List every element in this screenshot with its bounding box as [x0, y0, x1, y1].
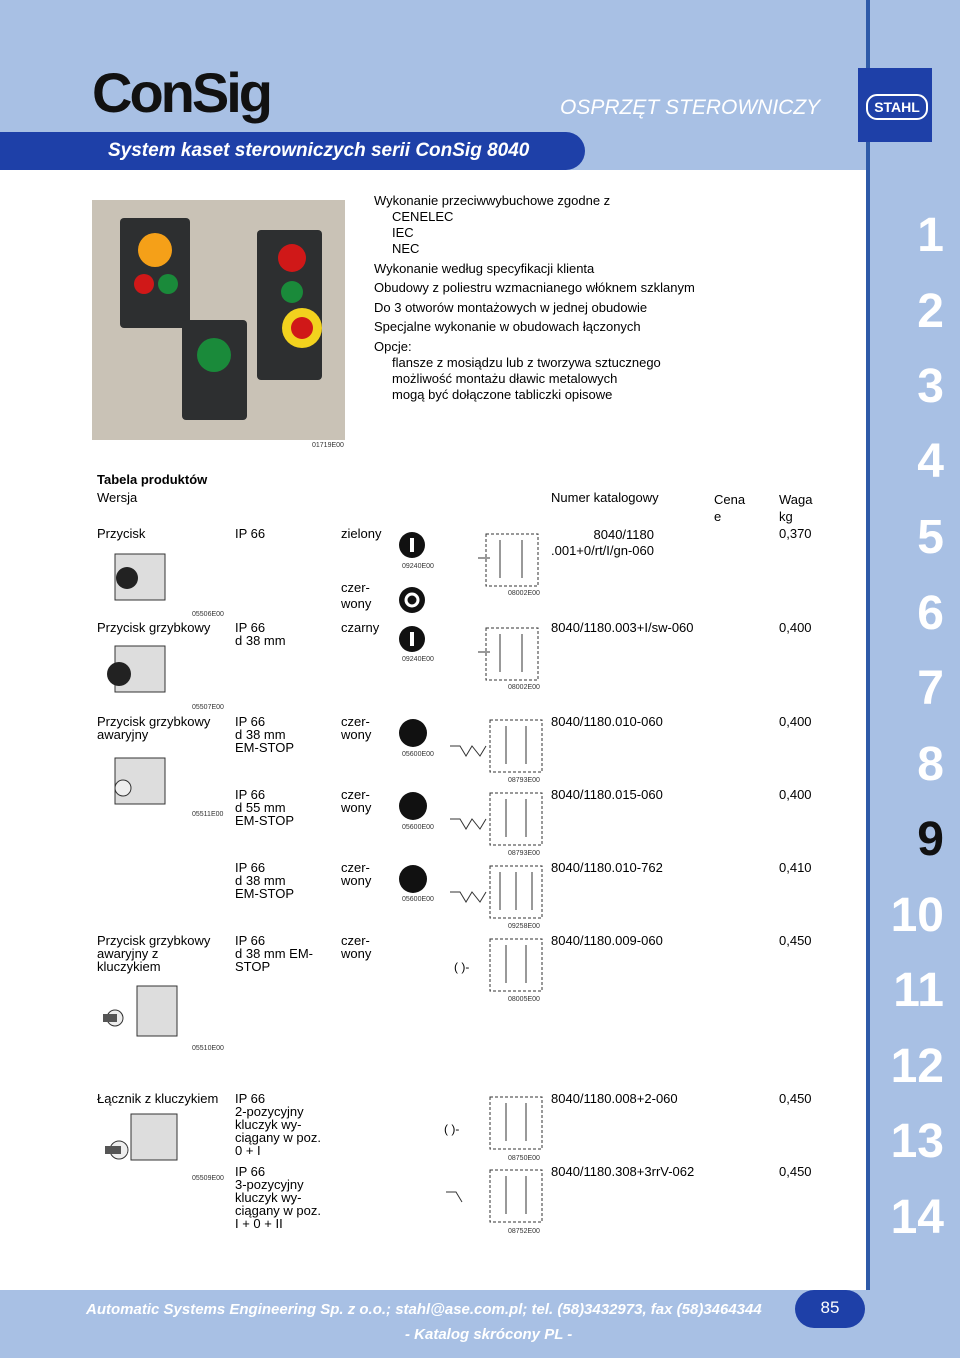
feature-1b: IEC	[392, 225, 414, 240]
r7-contact-diagram	[440, 1093, 546, 1153]
r2-catalog: 8040/1180.003+I/sw-060	[551, 620, 694, 635]
col-weight: Waga kg	[779, 492, 813, 524]
r5-contact-diagram	[450, 862, 546, 922]
r3-mushroom-icon	[398, 716, 432, 750]
feature-5: Specjalne wykonanie w obudowach łączonych	[374, 319, 641, 334]
r3-enclosure-image	[97, 752, 181, 808]
chapter-10[interactable]: 10	[890, 889, 944, 942]
r1-color1: zielony	[341, 526, 382, 541]
r1-symbol-o-icon	[398, 583, 432, 617]
r4-catalog: 8040/1180.015-060	[551, 787, 663, 802]
chapter-11[interactable]: 11	[893, 964, 944, 1017]
series-title: System kaset sterowniczych serii ConSig 8040	[108, 140, 530, 161]
r6-weight: 0,450	[779, 933, 812, 948]
feature-1a: CENELEC	[392, 209, 454, 224]
chapter-14[interactable]: 14	[890, 1191, 944, 1244]
r5-color: czer- wony	[341, 860, 372, 888]
r3-weight: 0,400	[779, 714, 812, 729]
r7-ip: IP 66 2-pozycyjny kluczyk wy- ciągany w poz. 0 + I	[235, 1091, 321, 1158]
r4-diag-code: 08793E00	[508, 850, 540, 857]
r6-name: Przycisk grzybkowy awaryjny z kluczykiem	[97, 933, 211, 974]
r6-enclosure-image	[97, 980, 181, 1040]
r4-mushroom-icon	[398, 789, 432, 823]
r4-contact-diagram	[450, 789, 546, 849]
feature-6b: możliwość montażu dławic metalowych	[392, 371, 618, 386]
r7-diag-code: 08750E00	[508, 1155, 540, 1162]
chapter-3[interactable]: 3	[917, 360, 944, 413]
r6-catalog: 8040/1180.009-060	[551, 933, 663, 948]
r5-diag-code: 09258E00	[508, 923, 540, 930]
footer-catalog-note: - Katalog skrócony PL -	[405, 1326, 573, 1343]
chapter-6[interactable]: 6	[917, 587, 944, 640]
r7-weight: 0,450	[779, 1091, 812, 1106]
r4-weight: 0,400	[779, 787, 812, 802]
feature-2: Wykonanie według specyfikacji klienta	[374, 261, 595, 276]
r1-enclosure-image	[97, 548, 181, 608]
chapter-2[interactable]: 2	[917, 285, 944, 338]
footer-contact: Automatic Systems Engineering Sp. z o.o.; stahl@ase.com.pl; tel. (58)3432973, fax (58)3464344	[86, 1301, 762, 1318]
chapter-1[interactable]: 1	[917, 209, 944, 262]
r5-mushroom-icon	[398, 862, 432, 896]
chapter-5[interactable]: 5	[917, 511, 944, 564]
stahl-logo: STAHL	[866, 94, 928, 120]
r2-img-code: 05507E00	[192, 704, 224, 711]
r4-color: czer- wony	[341, 787, 372, 815]
r8-ip: IP 66 3-pozycyjny kluczyk wy- ciągany w poz. I + 0 + II	[235, 1164, 321, 1231]
r4-img-code: 05511E00	[192, 811, 224, 818]
r6-contact-diagram	[450, 935, 546, 995]
r2-weight: 0,400	[779, 620, 812, 635]
product-photo	[92, 200, 345, 440]
r1-name: Przycisk	[97, 526, 146, 541]
r8-diag-code: 08752E00	[508, 1228, 540, 1235]
r8-weight: 0,450	[779, 1164, 812, 1179]
r5-weight: 0,410	[779, 860, 812, 875]
r2-contact-diagram	[478, 624, 548, 684]
r3-color: czer- wony	[341, 714, 372, 742]
r3-sym-code: 05600E00	[402, 751, 434, 758]
r6-color: czer- wony	[341, 933, 372, 961]
feature-6c: mogą być dołączone tabliczki opisowe	[392, 387, 613, 402]
r8-contact-diagram	[440, 1166, 546, 1226]
chapter-4[interactable]: 4	[917, 435, 944, 488]
r3-catalog: 8040/1180.010-060	[551, 714, 663, 729]
r8-catalog: 8040/1180.308+3rrV-062	[551, 1164, 695, 1179]
r1-sym-code: 09240E00	[402, 563, 434, 570]
chapter-8[interactable]: 8	[917, 738, 944, 791]
r1-diag-code: 08002E00	[508, 590, 540, 597]
r1-ip: IP 66	[235, 526, 266, 541]
svg-text:( )-: ( )-	[454, 960, 470, 974]
feature-6a: flansze z mosiądzu lub z tworzywa sztucznego	[392, 355, 661, 370]
r6-ip: IP 66 d 38 mm EM- STOP	[235, 933, 314, 974]
r5-catalog: 8040/1180.010-762	[551, 860, 663, 875]
col-price: Cena e	[714, 492, 746, 524]
feature-1: Wykonanie przeciwwybuchowe zgodne z	[374, 193, 611, 208]
r2-symbol-i-icon	[398, 622, 432, 656]
r1-img-code: 05506E00	[192, 611, 224, 618]
r5-sym-code: 05600E00	[402, 896, 434, 903]
section-title: OSPRZĘT STEROWNICZY	[560, 96, 821, 119]
r1-color2: czer- wony	[341, 580, 372, 611]
r1-weight: 0,370	[779, 526, 812, 541]
r1-contact-diagram	[478, 530, 548, 590]
r6-diag-code: 08005E00	[508, 996, 540, 1003]
r1-catalog: 8040/1180 .001+0/rt/I/gn-060	[551, 527, 654, 558]
r7-name: Łącznik z kluczykiem	[97, 1091, 219, 1106]
r4-ip: IP 66 d 55 mm EM-STOP	[235, 787, 294, 828]
r2-ip: IP 66 d 38 mm	[235, 620, 286, 648]
r4-sym-code: 05600E00	[402, 824, 434, 831]
r2-enclosure-image	[97, 640, 181, 700]
col-version: Wersja	[97, 490, 138, 505]
svg-text:( )-: ( )-	[444, 1122, 460, 1136]
r7-enclosure-image	[97, 1108, 181, 1168]
r6-img-code: 05510E00	[192, 1045, 224, 1052]
r3-diag-code: 08793E00	[508, 777, 540, 784]
feature-1c: NEC	[392, 241, 420, 256]
r7-img-code: 05509E00	[192, 1175, 224, 1182]
chapter-7[interactable]: 7	[917, 662, 944, 715]
chapter-13[interactable]: 13	[890, 1115, 944, 1168]
r2-name: Przycisk grzybkowy	[97, 620, 211, 635]
r2-color: czarny	[341, 620, 380, 635]
photo-code: 01719E00	[312, 442, 344, 449]
page-number: 85	[820, 1298, 840, 1317]
r2-sym-code: 09240E00	[402, 656, 434, 663]
r1-symbol-i-icon	[398, 528, 432, 562]
r2-diag-code: 08002E00	[508, 684, 540, 691]
consig-logo: ConSig	[92, 61, 270, 124]
feature-3: Obudowy z poliestru wzmacnianego włóknem szklanym	[374, 280, 695, 295]
r3-contact-diagram	[450, 716, 546, 776]
r5-ip: IP 66 d 38 mm EM-STOP	[235, 860, 294, 901]
feature-4: Do 3 otworów montażowych w jednej obudowie	[374, 300, 648, 315]
r3-ip: IP 66 d 38 mm EM-STOP	[235, 714, 294, 755]
feature-6: Opcje:	[374, 339, 412, 354]
chapter-9[interactable]: 9	[917, 813, 944, 866]
table-title: Tabela produktów	[97, 472, 208, 487]
r7-catalog: 8040/1180.008+2-060	[551, 1091, 678, 1106]
chapter-12[interactable]: 12	[890, 1040, 944, 1093]
col-catalog: Numer katalogowy	[551, 490, 659, 505]
r3-name: Przycisk grzybkowy awaryjny	[97, 714, 211, 742]
